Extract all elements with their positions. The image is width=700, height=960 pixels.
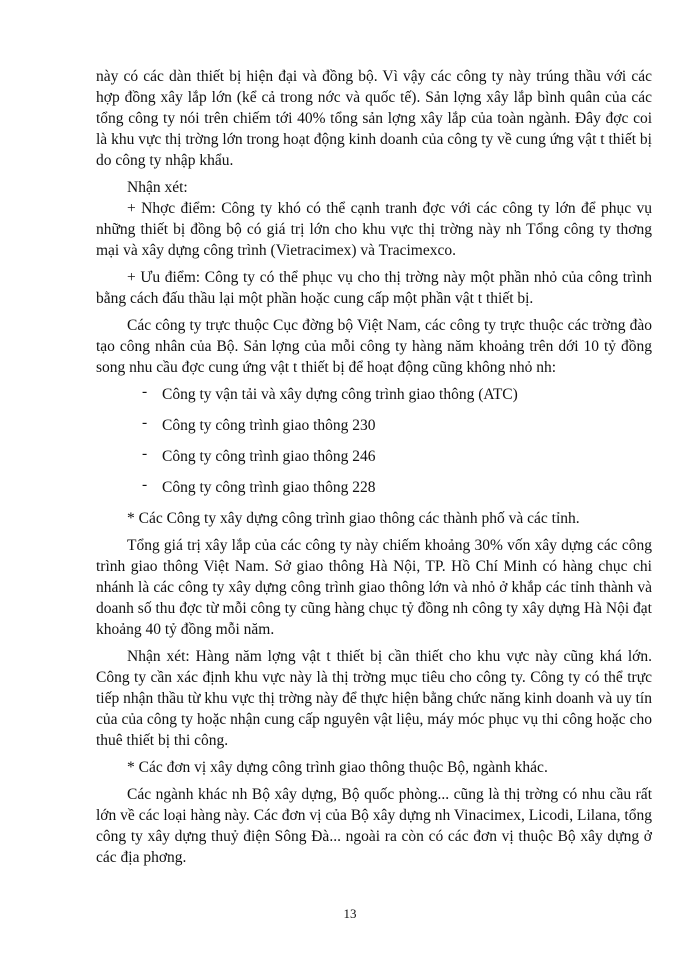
bullet-dash: - <box>142 445 148 462</box>
remark-paragraph: Nhận xét: Hàng năm lợng vật t thiết bị cần thiết cho khu vực này cũng khá lớn. Công ty cần xác định khu vực này là thị trờng mục tiêu cho công ty. Công ty có thể trực tiếp nhận thầu từ khu vực thị trờng này để thực hiện bằng chức năng kinh doanh và uy tín của của công ty hoặc nhận cung cấp nguyên vật liệu, máy móc phục vụ thi công hoặc cho thuê thiết bị thi công. <box>96 648 652 749</box>
remark-heading: Nhận xét: <box>127 179 188 196</box>
city-companies-heading: * Các Công ty xây dựng công trình giao thông các thành phố và các tỉnh. <box>127 510 580 527</box>
list-item: - Công ty vận tải và xây dựng công trình giao thông (ATC) <box>142 383 518 403</box>
ministry-units-heading: * Các đơn vị xây dựng công trình giao thông thuộc Bộ, ngành khác. <box>127 759 548 776</box>
bullet-dash: - <box>142 476 148 493</box>
document-page <box>96 66 652 868</box>
list-item: - Công ty công trình giao thông 228 <box>142 476 376 496</box>
strength-paragraph: + Ưu điểm: Công ty có thể phục vụ cho thị trờng này một phần nhỏ của công trình bằng cách đấu thầu lại một phần hoặc cung cấp một phần vật t thiết bị. <box>96 269 652 307</box>
page-number: 13 <box>343 906 357 921</box>
other-ministries-paragraph: Các ngành khác nh Bộ xây dựng, Bộ quốc phòng... cũng là thị trờng có nhu cầu rất lớn về các loại hàng này. Các đơn vị của Bộ xây dựng nh Vinacimex, Licodi, Lilana, tổng công ty xây dựng thuỷ điện Sông Đà... ngoài ra còn có các đơn vị thuộc Bộ xây dựng ở các địa phơng. <box>96 786 652 866</box>
weakness-paragraph: + Nhợc điểm: Công ty khó có thể cạnh tranh đợc với các công ty lớn để phục vụ những thiết bị đồng bộ có giá trị lớn cho khu vực thị trờng này nh Tổng công ty thơng mại và xây dựng công trình (Vietracimex) và Tracimexco. <box>96 200 652 259</box>
paragraph-intro: này có các dàn thiết bị hiện đại và đồng bộ. Vì vậy các công ty này trúng thầu với các hợp đồng xây lắp lớn (kể cả trong nớc và quốc tế). Sản lợng xây lắp bình quân của các tổng công ty nói trên chiếm tới 40% tổng sản lợng xây lắp của toàn ngành. Đây đợc coi là khu vực thị trờng lớn trong hoạt động kinh doanh của công ty về cung ứng vật t thiết bị do công ty nhập khẩu. <box>96 68 652 169</box>
list-item: - Công ty công trình giao thông 246 <box>142 445 376 465</box>
list-item: - Công ty công trình giao thông 230 <box>142 414 376 434</box>
bullet-dash: - <box>142 414 148 431</box>
bullet-dash: - <box>142 383 148 400</box>
subsidiary-paragraph: Các công ty trực thuộc Cục đờng bộ Việt Nam, các công ty trực thuộc các trờng đào tạo công nhân của Bộ. Sản lợng của mỗi công ty hàng năm khoảng trên dới 10 tỷ đồng song nhu cầu đợc cung ứng vật t thiết bị để hoạt động cũng không nhỏ nh: <box>96 317 652 376</box>
total-value-paragraph: Tổng giá trị xây lắp của các công ty này chiếm khoảng 30% vốn xây dựng các công trình giao thông Việt Nam. Sở giao thông Hà Nội, TP. Hồ Chí Minh có hàng chục chi nhánh là các công ty xây dựng công trình giao thông lớn và nhỏ ở khắp các tỉnh thành và doanh số thu đợc từ mỗi công ty cũng hàng chục tỷ đồng nh công ty xây dựng Hà Nội đạt khoảng 40 tỷ đồng mỗi năm. <box>96 537 652 638</box>
company-list <box>96 384 652 498</box>
